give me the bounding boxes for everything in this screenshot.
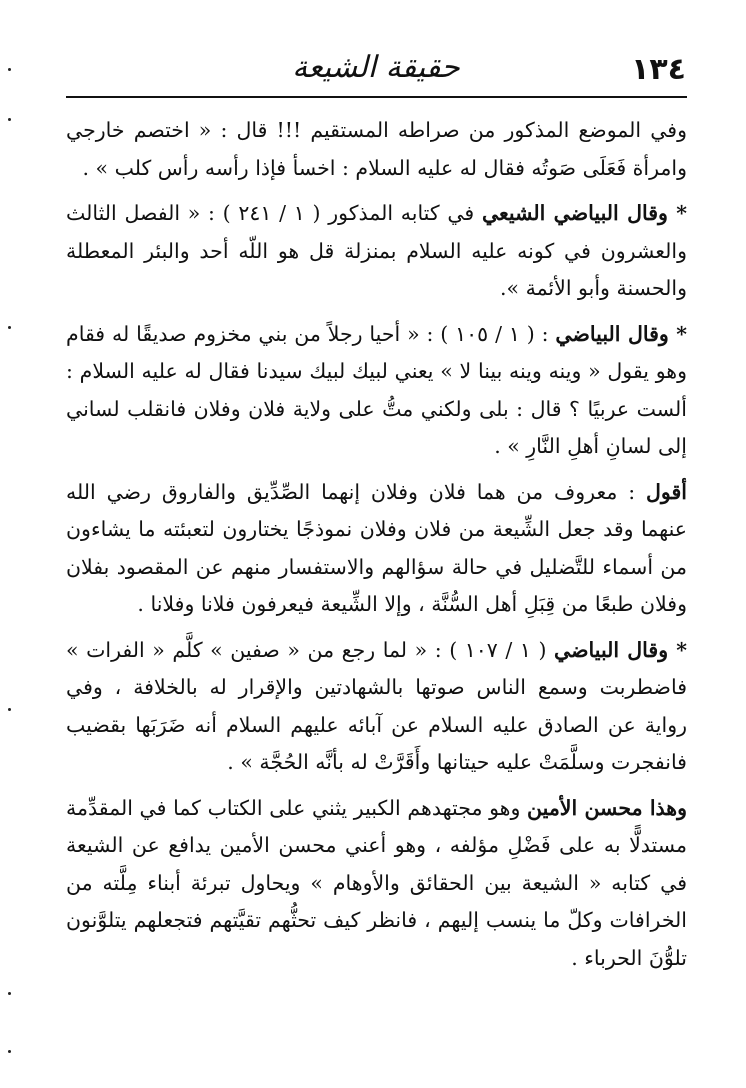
scan-speck [8,68,11,71]
scan-speck [8,992,11,995]
paragraph-text: ( ١ / ١٠٧ ) : « لما رجع من « صفين » كلَّم « الفرات » فاضطربت وسمع الناس صوتها بالشهادتين والإقرار له بالخلافة ، وفي رواية عن الصادق عليه السلام عن آبائه عليهم السلام أنه ضَرَبَها بقضيب فانفجرت وسلَّمَتْ عليه حيتانها وأَقَرَّتْ له بأنَّه الحُجَّة » . [66,637,687,774]
paragraph-text: : معروف من هما فلان وفلان إنهما الصِّدِّيق والفاروق رضي الله عنهما وقد جعل الشِّيعة من فلان وفلان نموذجًا يختارون لتعبئته ما يشاءون من أسماء للتَّضليل في حالة سؤالهم والاستفسار منهم عن المقصود بفلان وفلان طبعًا من قِبَلِ أهل السُّنَّة ، وإلا الشِّيعة فيعرفون فلانا وفلانا . [66,479,687,616]
scan-speck [8,326,11,329]
header-rule [66,96,687,98]
paragraph [66,112,687,187]
paragraph-lead: أقول [646,479,687,504]
paragraph-text: في كتابه المذكور ( ١ / ٢٤١ ) : « الفصل الثالث والعشرون في كونه عليه السلام بمنزلة قل هو اللّه أحد والبئر المعطلة والحسنة وأبو الأئمة ». [66,201,687,300]
page-body [66,112,687,977]
scan-speck [8,118,11,121]
paragraph [66,316,687,466]
paragraph [66,790,687,978]
page-number: ١٣٤ [631,52,686,87]
paragraph-text: وهو مجتهدهم الكبير يثني على الكتاب كما في المقدِّمة مستدلًّا به على فَضْلِ مؤلفه ، وهو أعني محسن الأمين يدافع عن الشيعة في كتابه « الشيعة بين الحقائق والأوهام » ويحاول تبرئة أبناء مِلَّته من الخرافات وكلّ ما ينسب إليهم ، فانظر كيف تحثُّهم تقيَّتهم فتجعلهم يتلوَّنون تلوُّنَ الحرباء . [66,795,687,970]
paragraph-text: : ( ١ / ١٠٥ ) : « أحيا رجلاً من بني مخزوم صديقًا له فقام وهو يقول « وينه وينه بينا لا » يعني لبيك لبيك سيدنا فقال له عليه السلام : ألست عربيًا ؟ قال : بلى ولكني متُّ على ولاية فلان وفلان فانقلب لساني إلى لسانِ أهلِ النَّارِ » . [66,321,687,458]
paragraph-lead: * وقال البياضي [555,321,688,346]
scan-speck [8,1050,11,1053]
running-title: حقيقة الشيعة [292,50,460,85]
paragraph [66,195,687,308]
page-header [66,48,686,92]
paragraph-lead: وهذا محسن الأمين [527,795,687,820]
paragraph [66,632,687,782]
scan-speck [8,708,11,711]
paragraph-lead: * وقال البياضي الشيعي [481,201,687,225]
paragraph-text: وفي الموضع المذكور من صراطه المستقيم !!! قال : « اختصم خارجي وامرأة فَعَلَى صَوتُه فقال له عليه السلام : اخسأ فإذا رأسه رأس كلب » . [66,118,687,180]
paragraph [66,474,687,624]
paragraph-lead: * وقال البياضي [554,637,688,662]
